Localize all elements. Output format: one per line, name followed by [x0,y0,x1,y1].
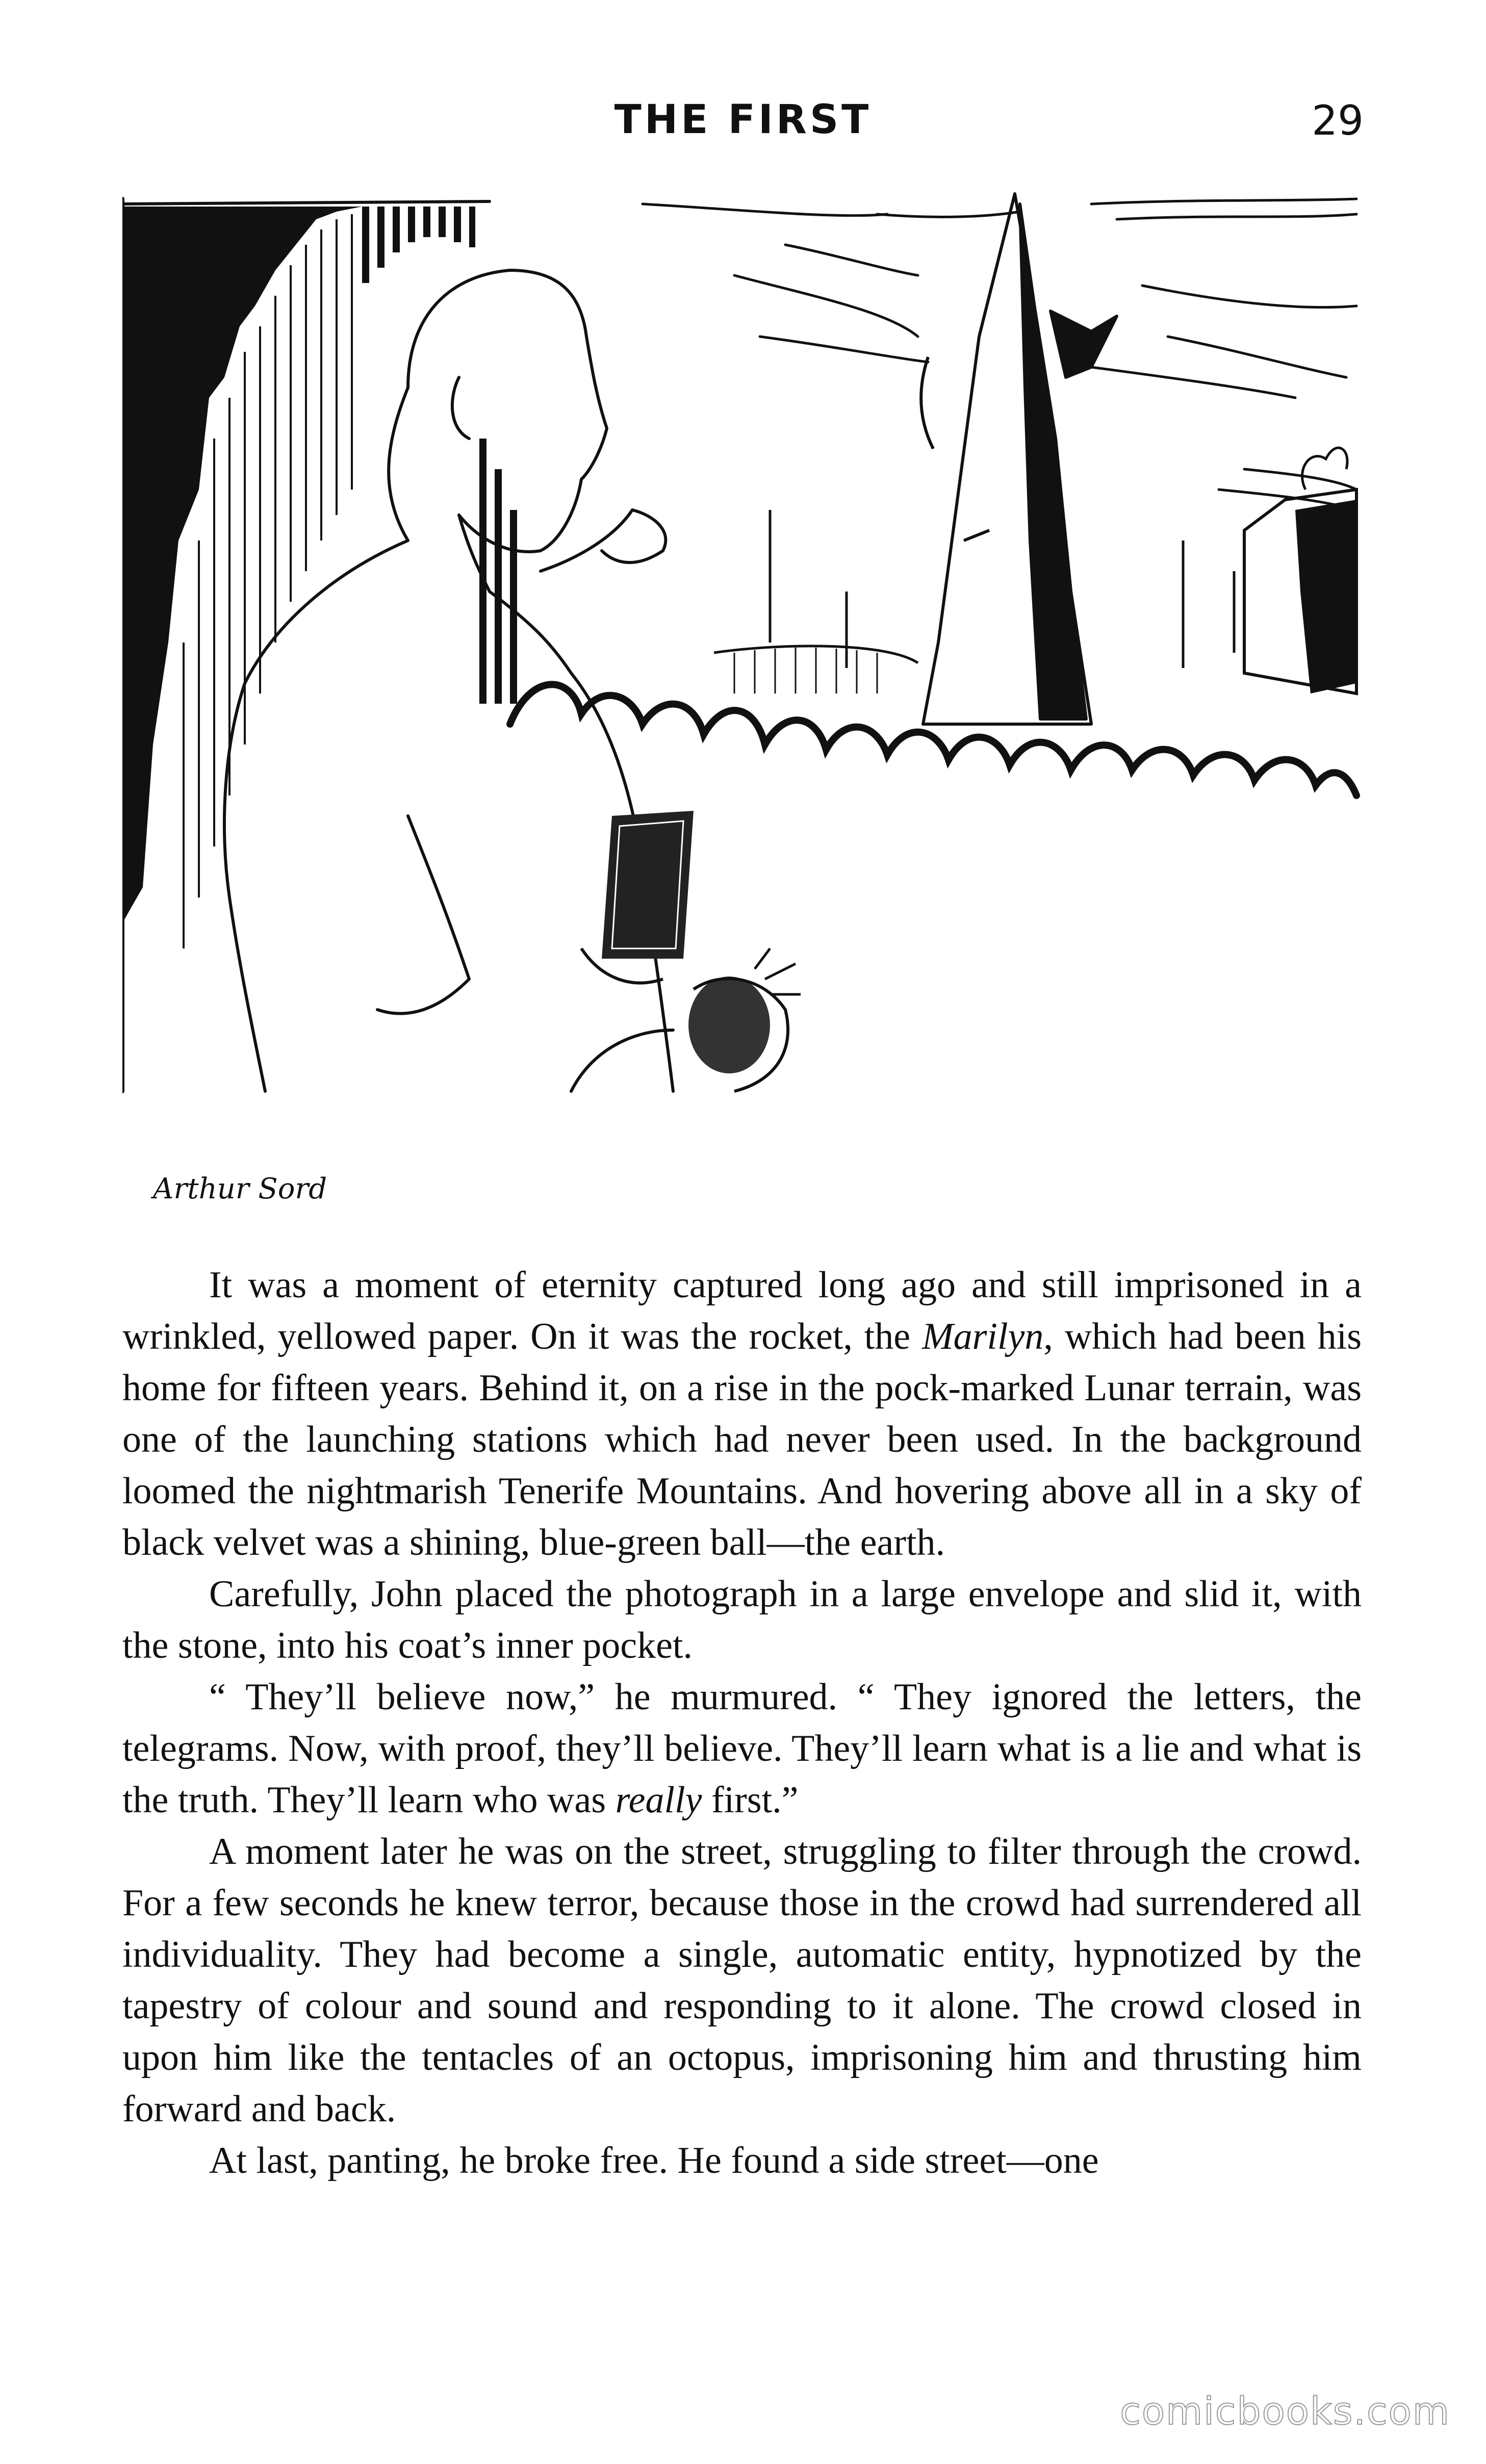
running-head [0,97,1486,158]
paragraph-5: At last, panting, he broke free. He found a side street—one [209,2140,1099,2181]
page-number: 29 [1312,97,1364,144]
paragraph-3: “ They’ll believe now,” he murmured. “ They ignored the letters, the telegrams. Now, with proof, they’ll believe. They’ll learn what is a lie and what is the truth. They’ll learn who was really first.” [122,1676,1362,1821]
artist-signature: Arthur Sord [153,1172,327,1205]
body-text [122,1260,1362,2187]
crowd-silhouette [510,684,1356,795]
paragraph-2: Carefully, John placed the photograph in a large envelope and slid it, with the stone, into his coat’s inner pocket. [122,1573,1362,1666]
rocket [921,194,1117,724]
illustration-drawing [122,184,1367,1224]
paragraph-1: It was a moment of eternity captured long ago and still imprisoned in a wrinkled, yellowed paper. On it was the rocket, the Marilyn, which had been his home for fifteen years. Behind it, on a rise in the pock-marked Lunar terrain, was one of the launching stations which had never been used. In the background loomed the nightmarish Tenerife Mountains. And hovering above all in a sky of black velvet was a shining, blue-green ball—the earth. [122,1264,1362,1563]
window-bars [122,207,517,923]
watermark: comicbooks.com [1120,2390,1450,2433]
paragraph-4: A moment later he was on the street, struggling to filter through the crowd. For a few seconds he knew terror, because those in the crowd had surrendered all individuality. They had become a single, automatic entity, hypnotized by the tapestry of colour and sound and responding to it alone. The crowd closed in upon him like the tentacles of an octopus, imprisoning him and thrusting him forward and back. [122,1831,1362,2130]
running-title: THE FIRST [614,97,872,143]
stone-in-hand [688,948,801,1091]
photograph-in-hand [581,811,694,983]
illustration [122,184,1367,1224]
